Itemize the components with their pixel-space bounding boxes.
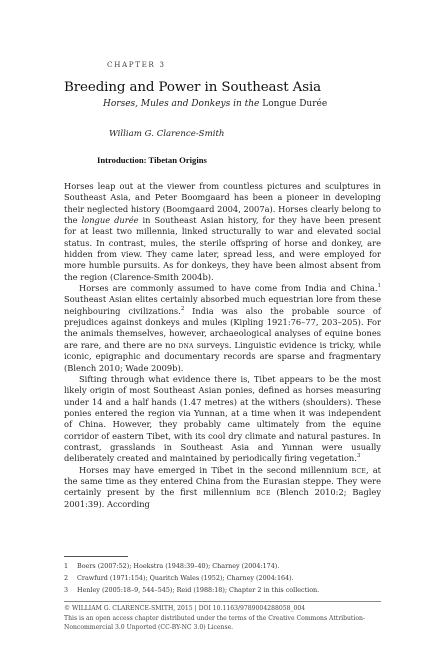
text-run: Horses are commonly assumed to have come from India and China. bbox=[79, 283, 378, 294]
paragraph bbox=[64, 465, 381, 510]
footnote-ref: 2 bbox=[180, 306, 185, 313]
footnote-text: Crawfurd (1971:154); Quaritch Wales (1952); Charney (2004:164). bbox=[77, 573, 294, 582]
paragraph bbox=[64, 181, 381, 283]
chapter-subtitle bbox=[103, 99, 327, 109]
footnote-ref: 3 bbox=[356, 453, 361, 460]
footnotes bbox=[64, 561, 384, 596]
text-run: (Blench 2010:2; Bagley 2001:39). According bbox=[64, 487, 382, 509]
text-run: Horses may have emerged in Tibet in the second millennium bbox=[79, 464, 352, 475]
body-text bbox=[64, 181, 381, 510]
paragraph bbox=[64, 283, 381, 374]
footnote-ref: 1 bbox=[377, 283, 381, 290]
footnote-rule bbox=[64, 556, 128, 557]
text-run: in Southeast Asian history, for they have been present for at least two millennia, linked structurally to war and elevated social status. In contrast, mules, the sterile offspring of horse and donkey, are hidden from view. They came later, spread less, and were employed for more humble pursuits. As for donkeys, they have been almost absent from the region (Clarence-Smith 2004b). bbox=[64, 215, 381, 282]
subtitle-roman: Longue Durée bbox=[259, 99, 328, 109]
subtitle-italic: Horses, Mules and Donkeys in the bbox=[103, 99, 260, 109]
text-run: Southeast Asian elites certainly absorbed much equestrian lore from these neighbouring civilizations. bbox=[64, 294, 381, 316]
section-heading: Introduction: Tibetan Origins bbox=[97, 155, 207, 165]
footnote-text: Henley (2005:18–9, 544–545); Reid (1988:18); Chapter 2 in this collection. bbox=[77, 585, 320, 594]
footnote-text: Boers (2007:52); Hoekstra (1948:39–40); Charney (2004:174). bbox=[77, 562, 280, 570]
text-run: Sifting through what evidence there is, Tibet appears to be the most likely origin of most Southeast Asian ponies, defined as horses measuring under 14 and a half hands (1.47 metres) at the withers (shoulders). These ponies entered the region via Yunnan, at a time when it was independent of China. However, they probably came ultimately from the equine corridor of eastern Tibet, with its cool dry climate and natural pastures. In contrast, grasslands in Southeast Asia and Yunnan were usually deliberately created and maintained by periodically firing vegetation. bbox=[64, 373, 381, 464]
footnote-number: 3 bbox=[64, 585, 69, 594]
chapter-title: Breeding and Power in Southeast Asia bbox=[64, 80, 322, 95]
imprint-rule bbox=[64, 601, 381, 602]
copyright-line: © WILLIAM G. CLARENCE-SMITH, 2015 | DOI 10.1163/9789004288058_004 bbox=[64, 605, 306, 612]
small-caps-term: bce bbox=[351, 464, 367, 475]
text-run: India was also the probable source of prejudices against donkeys and mules (Kipling 1921:76–77, 203–205). For the animals themselves, however, archaeological analyses of equine bones are rare, and there are no bbox=[64, 305, 381, 350]
italic-term: longue durée bbox=[81, 215, 139, 226]
paragraph bbox=[64, 374, 381, 465]
imprint bbox=[64, 604, 394, 633]
chapter-label: CHAPTER 3 bbox=[107, 60, 166, 69]
footnote-number: 2 bbox=[64, 573, 69, 582]
small-caps-term: dna bbox=[178, 339, 194, 350]
license-line-2: Noncommercial 3.0 Unported (CC-BY-NC 3.0) License. bbox=[64, 624, 234, 632]
text-run: Horses leap out at the viewer from countless pictures and sculptures in Southeast Asia, and Peter Boomgaard has been a pioneer in developing their neglected history (Boomgaard 2004, 2007a). Horses clearly belong to the bbox=[64, 181, 381, 226]
footnote bbox=[64, 585, 384, 597]
small-caps-term: bce bbox=[256, 487, 271, 498]
footnote bbox=[64, 561, 384, 573]
text-run: surveys. Linguistic evidence is tricky, while iconic, epigraphic and documentary records are sparse and fragmentary (Blench 2010; Wade 2009b). bbox=[64, 339, 381, 373]
license-line-1: This is an open access chapter distributed under the terms of the Creative Commons Attribution- bbox=[64, 614, 365, 622]
text-run: , at the same time as they entered China from the Eurasian steppe. They were certainly present by the first millennium bbox=[64, 464, 382, 498]
footnote bbox=[64, 573, 384, 585]
footnote-number: 1 bbox=[64, 562, 69, 570]
author-name: William G. Clarence-Smith bbox=[109, 129, 225, 139]
